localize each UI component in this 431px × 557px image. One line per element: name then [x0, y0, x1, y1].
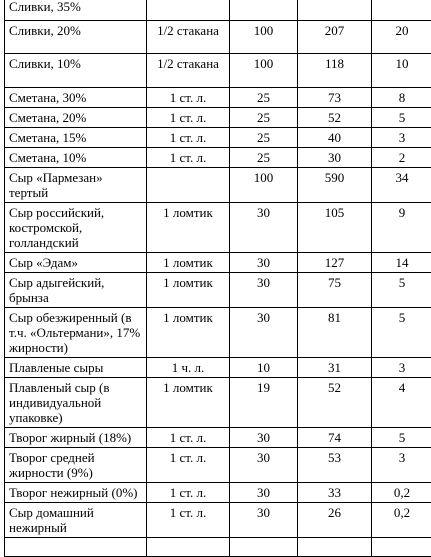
- table-row: [5, 378, 431, 428]
- table-row: [5, 203, 431, 253]
- calories: 33: [298, 483, 372, 503]
- calories: 590: [298, 168, 372, 203]
- fat-grams: 5: [372, 108, 431, 128]
- product-name: Сливки, 35%: [5, 0, 147, 21]
- product-name: Сливки, 20%: [5, 21, 147, 54]
- calories: 52: [298, 378, 372, 428]
- portion-size: [147, 0, 230, 21]
- weight-grams: 25: [230, 148, 298, 168]
- portion-size: 1 ломтик: [147, 378, 230, 428]
- portion-size: [147, 538, 230, 557]
- fat-grams: 3: [372, 128, 431, 148]
- fat-grams: 0,2: [372, 483, 431, 503]
- calories: 26: [298, 503, 372, 538]
- calories: 74: [298, 428, 372, 448]
- table-row: [5, 88, 431, 108]
- product-name: Сыр домашний нежирный: [5, 503, 147, 538]
- weight-grams: 30: [230, 483, 298, 503]
- table-row: [5, 54, 431, 88]
- table-row: [5, 108, 431, 128]
- weight-grams: 100: [230, 21, 298, 54]
- portion-size: 1 ч. л.: [147, 358, 230, 378]
- table-body: [5, 0, 431, 557]
- table-row: [5, 21, 431, 54]
- weight-grams: 30: [230, 448, 298, 483]
- portion-size: 1 ст. л.: [147, 148, 230, 168]
- fat-grams: 20: [372, 21, 431, 54]
- table-row: [5, 428, 431, 448]
- product-name: Сыр «Эдам»: [5, 253, 147, 273]
- weight-grams: 30: [230, 503, 298, 538]
- fat-grams: 5: [372, 428, 431, 448]
- table-row: [5, 273, 431, 308]
- portion-size: 1/2 стакана: [147, 21, 230, 54]
- portion-size: 1 ломтик: [147, 253, 230, 273]
- product-name: Плавленый сыр (в индивидуальной упаковке): [5, 378, 147, 428]
- calories: [298, 538, 372, 557]
- fat-grams: 4: [372, 378, 431, 428]
- calories: 75: [298, 273, 372, 308]
- calories: [298, 0, 372, 21]
- calories: 53: [298, 448, 372, 483]
- product-name: Сметана, 20%: [5, 108, 147, 128]
- product-name: Сливки, 10%: [5, 54, 147, 88]
- portion-size: [147, 168, 230, 203]
- fat-grams: 34: [372, 168, 431, 203]
- weight-grams: 30: [230, 273, 298, 308]
- fat-grams: 5: [372, 273, 431, 308]
- weight-grams: 25: [230, 108, 298, 128]
- fat-grams: 3: [372, 448, 431, 483]
- weight-grams: 25: [230, 128, 298, 148]
- fat-grams: 0,2: [372, 503, 431, 538]
- fat-grams: 9: [372, 203, 431, 253]
- calories: 127: [298, 253, 372, 273]
- portion-size: 1 ст. л.: [147, 483, 230, 503]
- product-name: Плавленые сыры: [5, 358, 147, 378]
- portion-size: 1 ст. л.: [147, 448, 230, 483]
- product-name: Творог нежирный (0%): [5, 483, 147, 503]
- fat-grams: 2: [372, 148, 431, 168]
- calories: 207: [298, 21, 372, 54]
- product-name: Сыр обезжиренный (в т.ч. «Ольтермани», 17% жирности): [5, 308, 147, 358]
- weight-grams: 19: [230, 378, 298, 428]
- table-row: [5, 128, 431, 148]
- product-name: Творог средней жирности (9%): [5, 448, 147, 483]
- fat-grams: 14: [372, 253, 431, 273]
- calories: 105: [298, 203, 372, 253]
- portion-size: 1 ст. л.: [147, 88, 230, 108]
- product-name: Творог жирный (18%): [5, 428, 147, 448]
- fat-grams: [372, 0, 431, 21]
- weight-grams: 30: [230, 203, 298, 253]
- portion-size: 1 ст. л.: [147, 108, 230, 128]
- weight-grams: 30: [230, 308, 298, 358]
- portion-size: 1 ст. л.: [147, 128, 230, 148]
- table-row: [5, 168, 431, 203]
- fat-grams: 8: [372, 88, 431, 108]
- portion-size: 1/2 стакана: [147, 54, 230, 88]
- table-row: [5, 448, 431, 483]
- table-row: [5, 358, 431, 378]
- portion-size: 1 ломтик: [147, 308, 230, 358]
- fat-grams: 10: [372, 54, 431, 88]
- calories: 73: [298, 88, 372, 108]
- portion-size: 1 ломтик: [147, 273, 230, 308]
- portion-size: 1 ст. л.: [147, 503, 230, 538]
- calories: 30: [298, 148, 372, 168]
- calories: 40: [298, 128, 372, 148]
- product-name: Сыр адыгейский, брынза: [5, 273, 147, 308]
- table-row: [5, 503, 431, 538]
- calories: 118: [298, 54, 372, 88]
- fat-grams: 5: [372, 308, 431, 358]
- weight-grams: [230, 538, 298, 557]
- table-row: [5, 538, 431, 557]
- calories: 81: [298, 308, 372, 358]
- weight-grams: 30: [230, 428, 298, 448]
- table-row: [5, 308, 431, 358]
- table-row: [5, 148, 431, 168]
- product-name: Сыр российский, костромской, голландский: [5, 203, 147, 253]
- product-name: Сыр «Пармезан» тертый: [5, 168, 147, 203]
- weight-grams: 25: [230, 88, 298, 108]
- table-row: [5, 0, 431, 21]
- weight-grams: 100: [230, 54, 298, 88]
- table-row: [5, 253, 431, 273]
- fat-grams: [372, 538, 431, 557]
- portion-size: 1 ломтик: [147, 203, 230, 253]
- weight-grams: 100: [230, 168, 298, 203]
- product-name: [5, 538, 147, 557]
- product-name: Сметана, 30%: [5, 88, 147, 108]
- calories: 52: [298, 108, 372, 128]
- table-row: [5, 483, 431, 503]
- weight-grams: 30: [230, 253, 298, 273]
- nutrition-table: [4, 0, 431, 557]
- portion-size: 1 ст. л.: [147, 428, 230, 448]
- calories: 31: [298, 358, 372, 378]
- product-name: Сметана, 10%: [5, 148, 147, 168]
- weight-grams: [230, 0, 298, 21]
- fat-grams: 3: [372, 358, 431, 378]
- weight-grams: 10: [230, 358, 298, 378]
- product-name: Сметана, 15%: [5, 128, 147, 148]
